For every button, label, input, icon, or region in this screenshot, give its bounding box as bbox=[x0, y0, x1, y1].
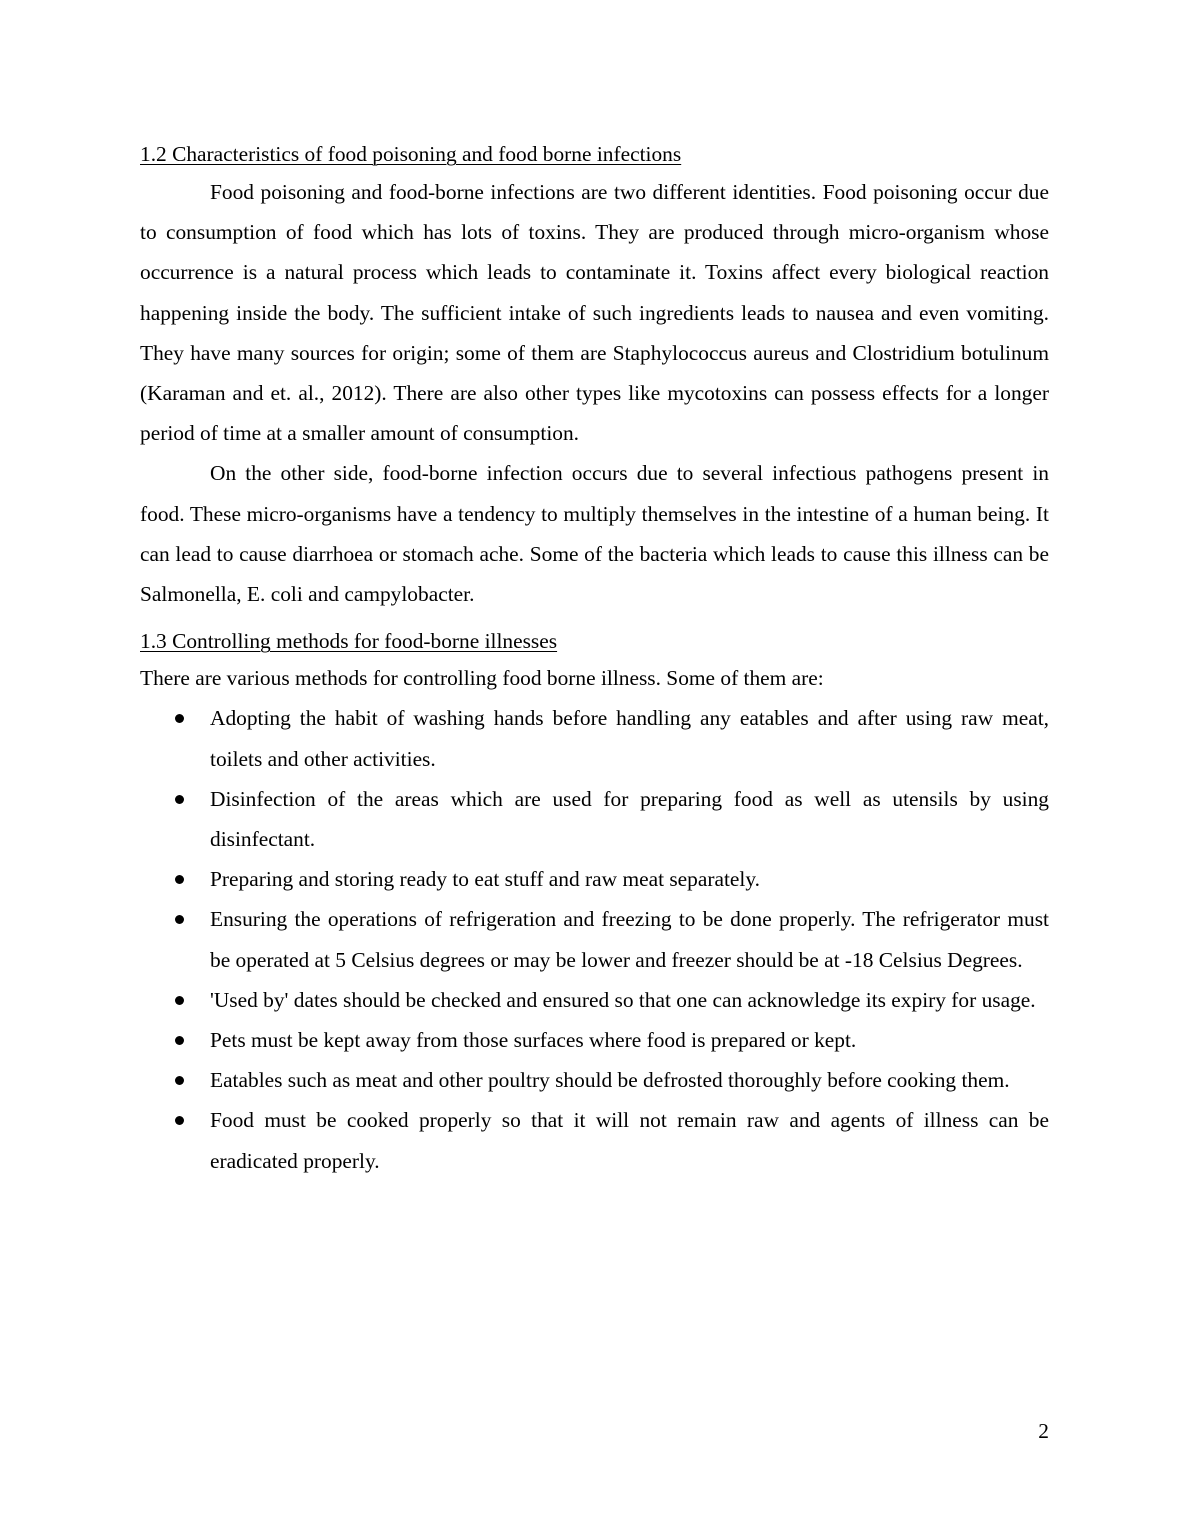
list-item bbox=[140, 1060, 1049, 1100]
list-item bbox=[140, 1100, 1049, 1180]
list-item-text: Pets must be kept away from those surfaces where food is prepared or kept. bbox=[210, 1028, 857, 1053]
paragraph-food-poisoning: Food poisoning and food-borne infections are two different identities. Food poisoning occur due to consumption of food which has lots of toxins. They are produced through micro-organism whose occurrence is a natural process which leads to contaminate it. Toxins affect every biological reaction happening inside the body. The sufficient intake of such ingredients leads to nausea and even vomiting. They have many sources for origin; some of them are Staphylococcus aureus and Clostridium botulinum (Karaman and et. al., 2012). There are also other types like mycotoxins can possess effects for a longer period of time at a smaller amount of consumption. bbox=[140, 180, 1049, 446]
list-item-text: 'Used by' dates should be checked and ensured so that one can acknowledge its expiry for usage. bbox=[210, 987, 1036, 1012]
controlling-methods-intro: There are various methods for controlling food borne illness. Some of them are: bbox=[140, 666, 824, 691]
bullet-icon bbox=[175, 795, 184, 804]
bullet-icon bbox=[175, 915, 184, 924]
page-number: 2 bbox=[1038, 1419, 1049, 1443]
list-item-text: Food must be cooked properly so that it will not remain raw and agents of illness can be eradicated properly. bbox=[210, 1108, 1049, 1173]
section-heading-1-3: 1.3 Controlling methods for food-borne illnesses bbox=[140, 629, 558, 654]
list-item-text: Disinfection of the areas which are used for preparing food as well as utensils by using disinfectant. bbox=[210, 786, 1049, 852]
bullet-icon bbox=[175, 714, 184, 723]
bullet-icon bbox=[175, 1036, 184, 1045]
list-item bbox=[140, 698, 1049, 778]
bullet-icon bbox=[175, 1116, 184, 1125]
list-item-text: Adopting the habit of washing hands before handling any eatables and after using raw meat, toilets and other activities. bbox=[210, 706, 1049, 771]
list-item bbox=[140, 779, 1049, 859]
list-item bbox=[140, 1020, 1049, 1060]
list-item-text: Eatables such as meat and other poultry should be defrosted thoroughly before cooking them. bbox=[210, 1068, 1010, 1093]
bullet-icon bbox=[175, 996, 184, 1005]
list-item bbox=[140, 859, 1049, 899]
controlling-methods-list bbox=[140, 698, 1049, 1180]
page-content bbox=[140, 137, 1049, 1181]
section-heading-1-2: 1.2 Characteristics of food poisoning and food borne infections bbox=[140, 142, 682, 166]
paragraph-food-borne-infection: On the other side, food-borne infection occurs due to several infectious pathogens present in food. These micro-organisms have a tendency to multiply themselves in the intestine of a human being. It can lead to cause diarrhoea or stomach ache. Some of the bacteria which leads to cause this illness can be Salmonella, E. coli and campylobacter. bbox=[140, 461, 1049, 607]
bullet-icon bbox=[175, 1076, 184, 1085]
list-item bbox=[140, 980, 1049, 1020]
list-item-text: Preparing and storing ready to eat stuff and raw meat separately. bbox=[210, 867, 761, 892]
bullet-icon bbox=[175, 875, 184, 884]
list-item-text: Ensuring the operations of refrigeration and freezing to be done properly. The refrigerator must be operated at 5 Celsius degrees or may be lower and freezer should be at -18 Celsius Degrees. bbox=[210, 907, 1049, 972]
list-item bbox=[140, 899, 1049, 979]
